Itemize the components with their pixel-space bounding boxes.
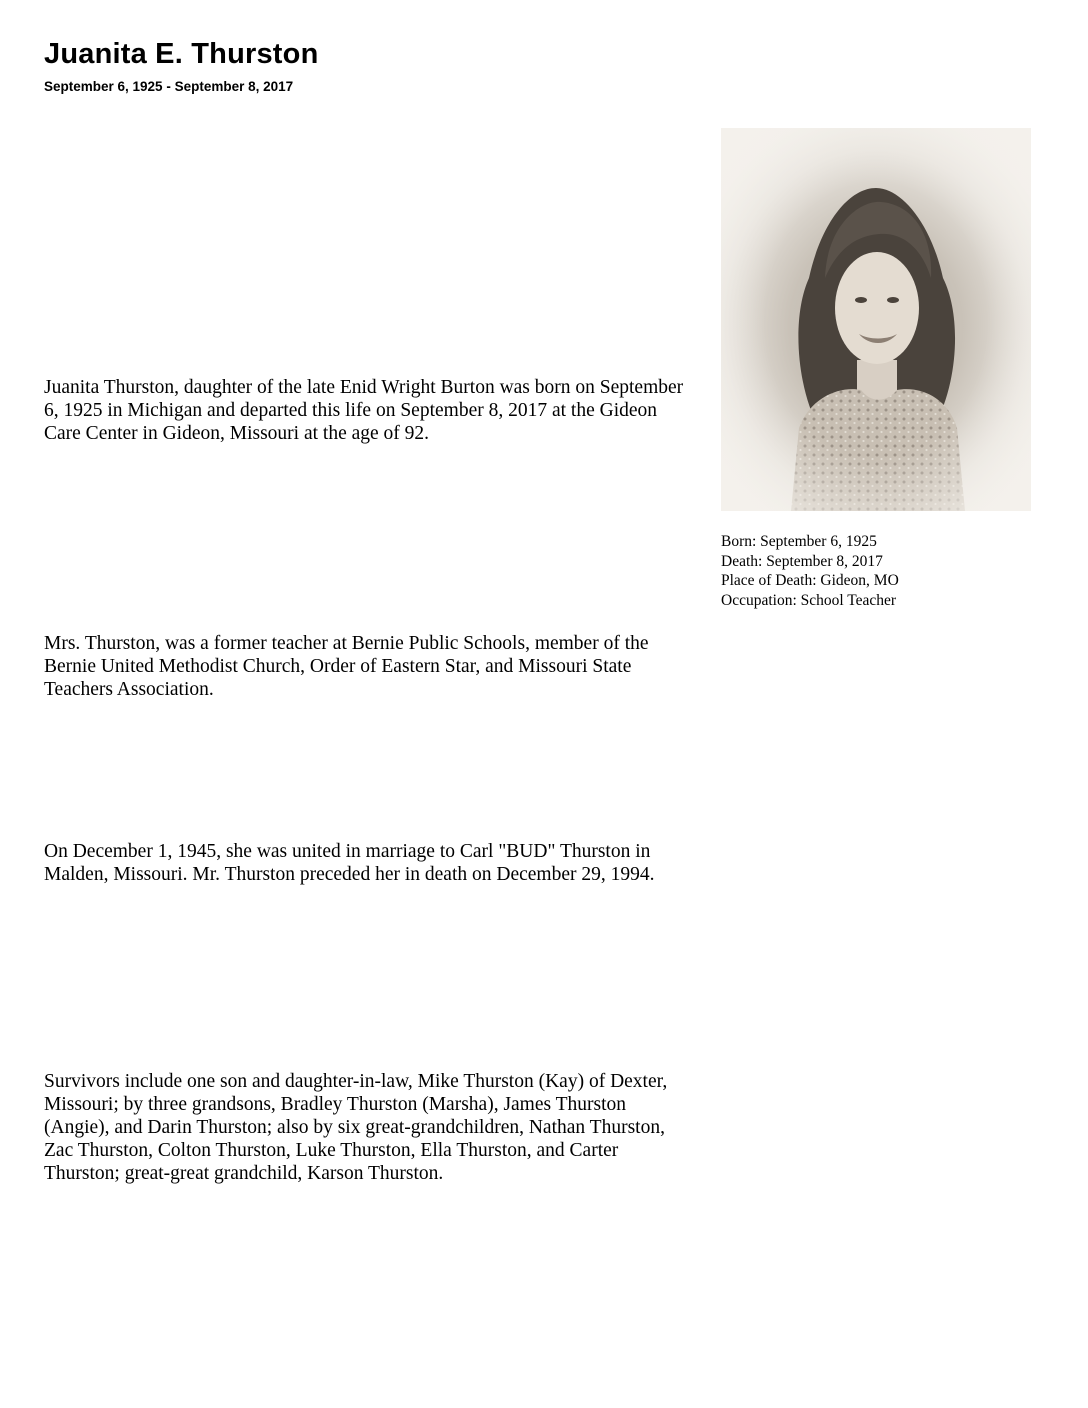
fact-born: Born: September 6, 1925 bbox=[721, 533, 877, 550]
page-title: Juanita E. Thurston bbox=[44, 38, 319, 70]
fact-place-of-death: Place of Death: Gideon, MO bbox=[721, 572, 899, 589]
paragraph-career: Mrs. Thurston, was a former teacher at Bernie Public Schools, member of the Bernie United Methodist Church, Order of Eastern Star, and Missouri State Teachers Association. bbox=[44, 633, 649, 700]
paragraph-birth: Juanita Thurston, daughter of the late Enid Wright Burton was born on September 6, 1925 in Michigan and departed this life on September 8, 2017 at the Gideon Care Center in Gideon, Missouri at the age of 92. bbox=[44, 377, 684, 444]
life-dates: September 6, 1925 - September 8, 2017 bbox=[44, 79, 294, 94]
fact-occupation: Occupation: School Teacher bbox=[721, 591, 897, 609]
portrait-photo bbox=[721, 128, 1031, 511]
facts-list bbox=[721, 532, 1051, 610]
paragraph-survivors: Survivors include one son and daughter-in-law, Mike Thurston (Kay) of Dexter, Missouri; by three grandsons, Bradley Thurston (Marsha), James Thurston (Angie), and Darin Thurston; also by six great-grandchildren, Nathan Thurston, Zac Thurston, Colton Thurston, Luke Thurston, Ella Thurston, and Carter Thurston; great-great grandchild, Karson Thurston. bbox=[44, 1071, 668, 1184]
portrait-photo-icon bbox=[721, 128, 1031, 511]
fact-death: Death: September 8, 2017 bbox=[721, 552, 883, 570]
paragraph-marriage: On December 1, 1945, she was united in marriage to Carl "BUD" Thurston in Malden, Missouri. Mr. Thurston preceded her in death on December 29, 1994. bbox=[44, 841, 655, 885]
